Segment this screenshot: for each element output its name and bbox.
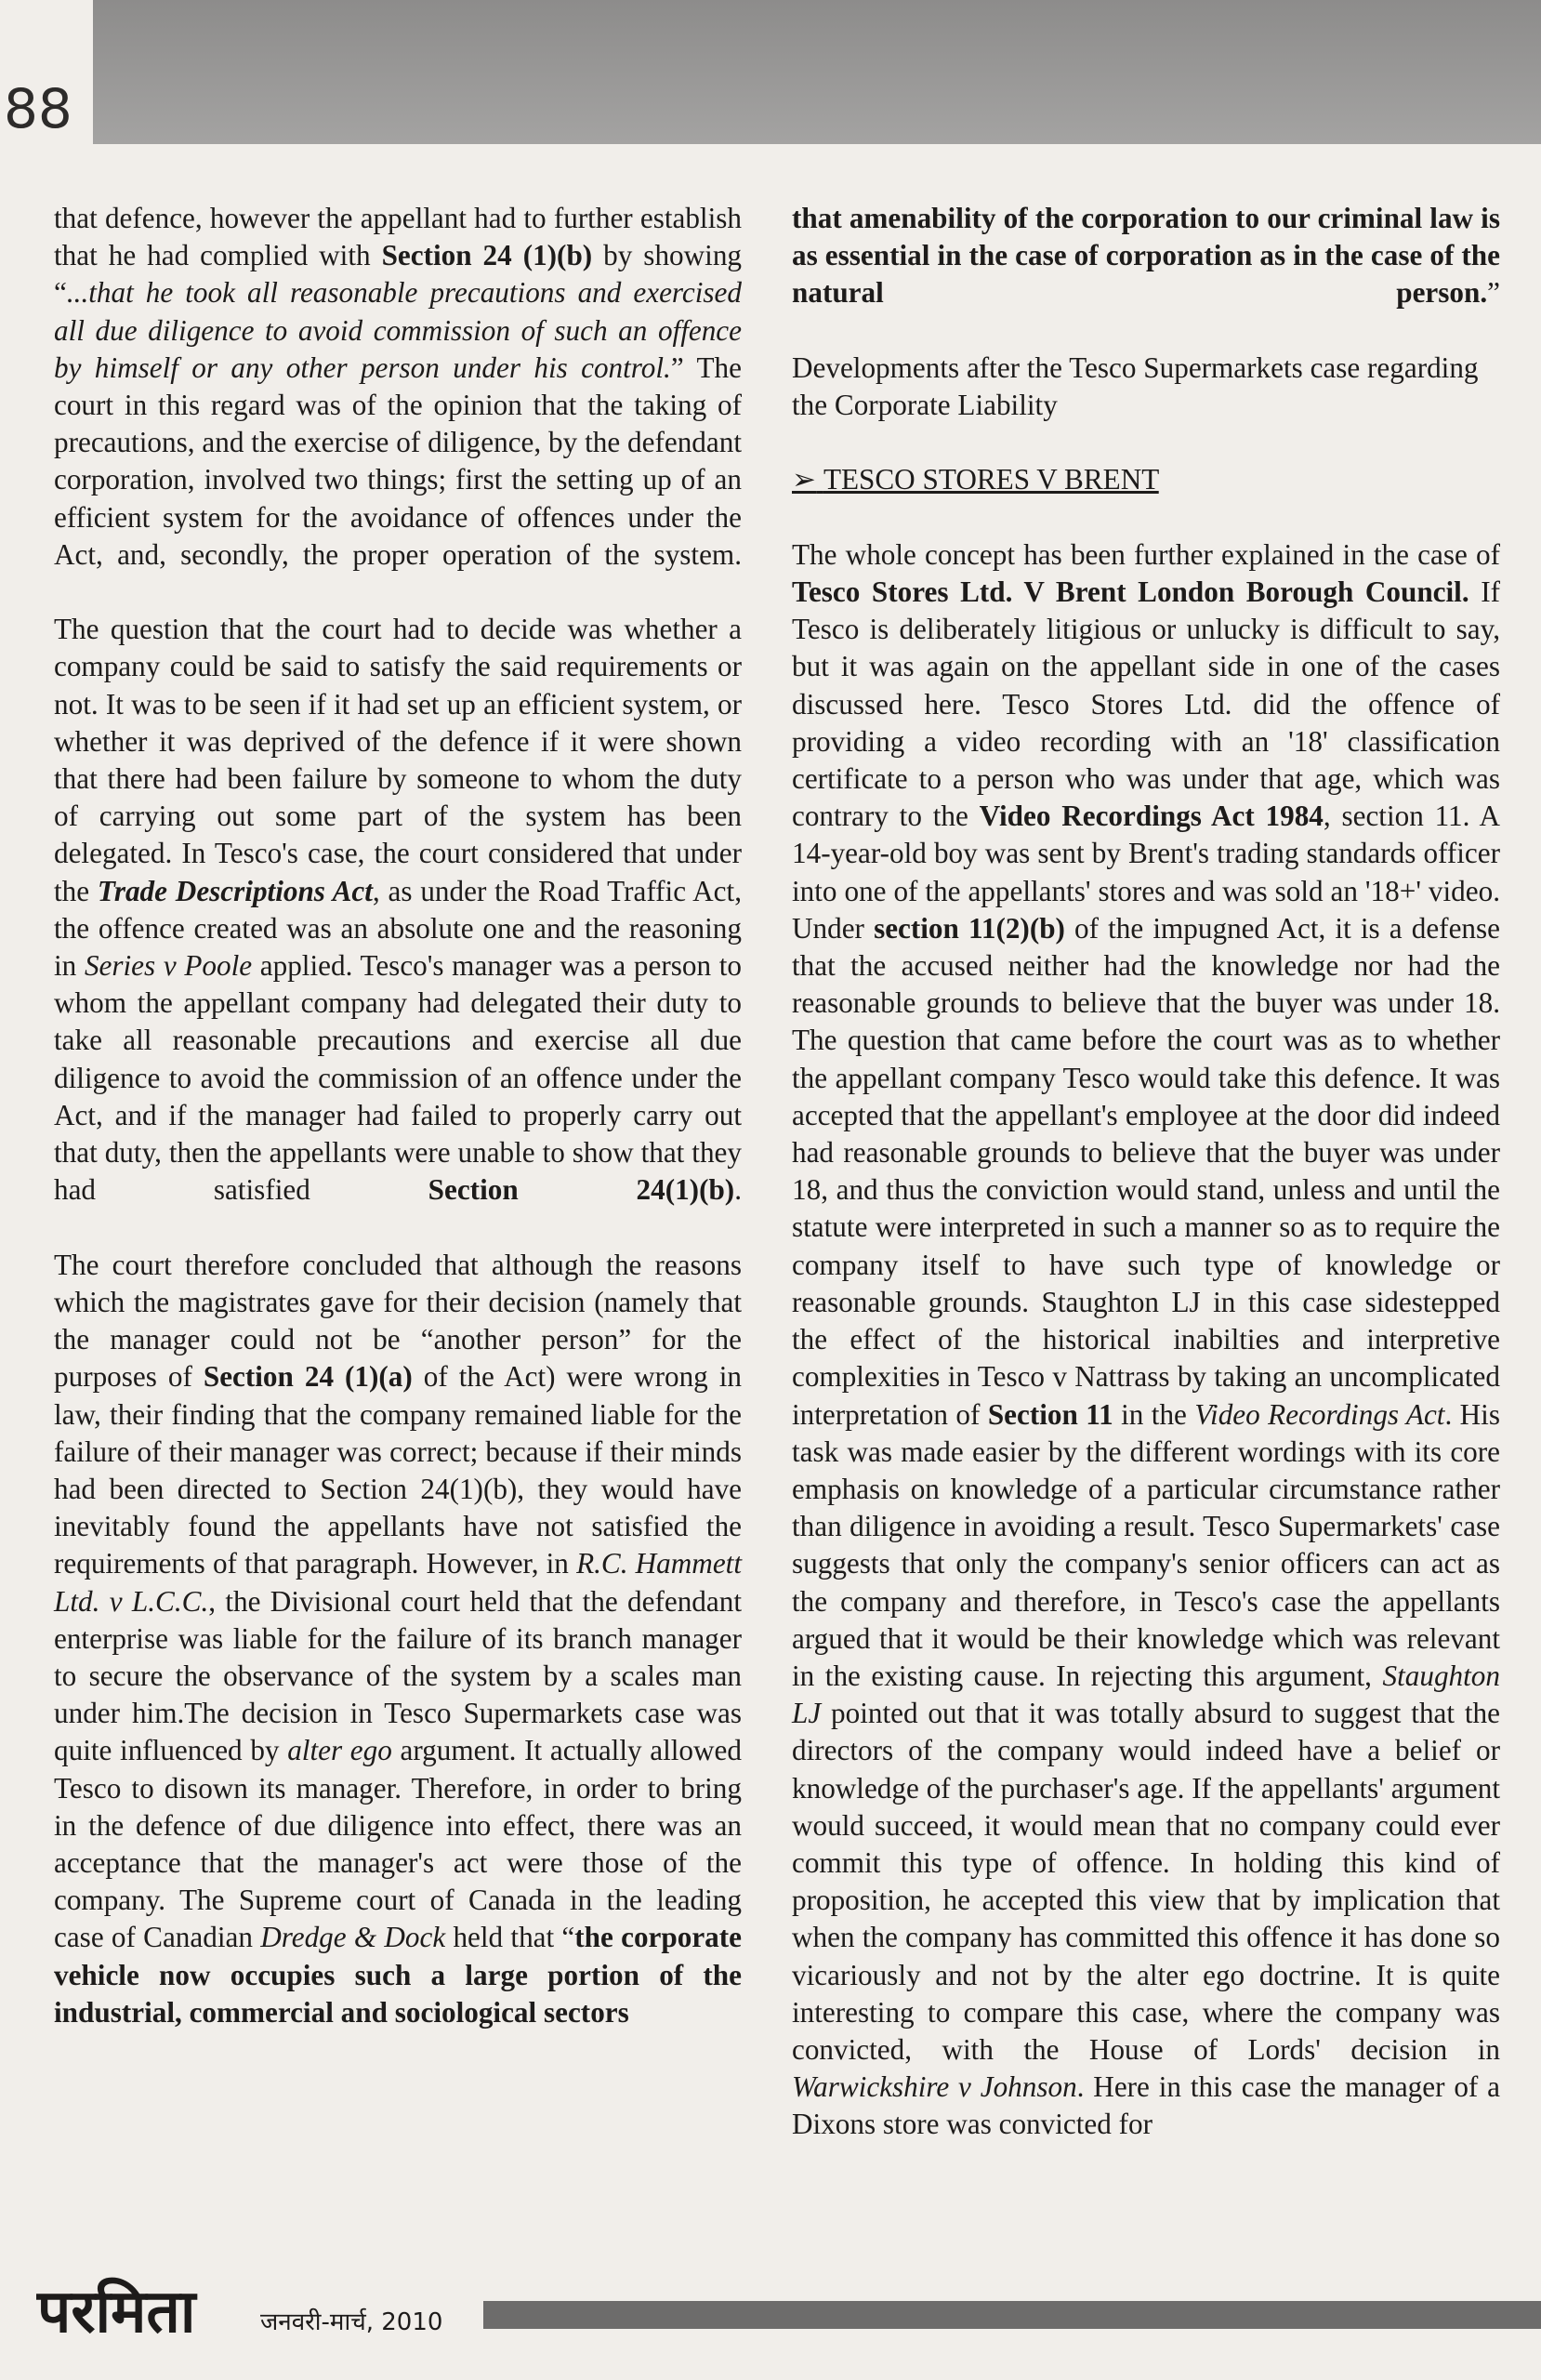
magazine-logo: परमिता xyxy=(37,2278,196,2347)
header-bar xyxy=(0,0,1541,144)
paragraph: that defence, however the appellant had to further establish that he had complied with Section 24 (1)(b) by showing “...that he took all reasonable precautions and exercised all due diligence to avoid commission of such an offence by himself or any other person under his control.” The court in this regard was of the opinion that the taking of precautions, and the exercise of diligence, by the defendant corporation, involved two things; first the setting up of an efficient system for the avoidance of offences under the Act, and, secondly, the proper operation of the system. xyxy=(54,202,743,571)
page-number: 88 xyxy=(4,77,72,140)
section-subheading: Developments after the Tesco Supermarkets case regarding the Corporate Liability xyxy=(792,350,1479,422)
arrow-bullet-icon: ➢ xyxy=(792,463,817,496)
case-heading: ➢ TESCO STORES V BRENT xyxy=(792,463,1159,496)
paragraph: The question that the court had to decide was whether a company could be said to satisfy the said requirements or not. It was to be seen if it had set up an efficient system, or whether it was deprived of the defence if it were shown that there had been failure by someone to whom the duty of carrying out some part of the system has been delegated. In Tesco's case, the court considered that under the Trade Descriptions Act, as under the Road Traffic Act, the offence created was an absolute one and the reasoning in Series v Poole applied. Tesco's manager was a person to whom the appellant company had delegated their duty to take all reasonable precautions and exercise all due diligence to avoid the commission of an offence under the Act, and if the manager had failed to properly carry out that duty, then the appellants were unable to show that they had satisfied Section 24(1)(b). xyxy=(54,613,742,1207)
issue-date: जनवरी-मार्च, 2010 xyxy=(260,2308,443,2336)
paragraph: The court therefore concluded that although the reasons which the magistrates gave for their decision (namely that the manager could not be “another person” for the purposes of Section 24 (1)(a) of the Act) were wrong in law, their finding that the company remained liable for the failure of their manager was correct; because if their minds had been directed to Section 24(1)(b), they would have inevitably found the appellants have not satisfied the requirements of that paragraph. However, in R.C. Hammett Ltd. v L.C.C., the Divisional court held that the defendant enterprise was liable for the failure of its branch manager to secure the observance of the system by a scales man under him.The decision in Tesco Supermarkets case was quite influenced by alter ego argument. It actually allowed Tesco to disown its manager. Therefore, in order to bring in the defence of due diligence into effect, there was an acceptance that the manager's act were those of the company. The Supreme court of Canada in the leading case of Canadian Dredge & Dock held that “the corporate vehicle now occupies such a large portion of the industrial, commercial and sociological sectors xyxy=(54,1248,743,2029)
left-column xyxy=(54,200,742,2031)
paragraph: The whole concept has been further explained in the case of Tesco Stores Ltd. V Brent London Borough Council. If Tesco is deliberately litigious or unlucky is difficult to say, but it was again on the appellant side in one of the cases discussed here. Tesco Stores Ltd. did the offence of providing a video recording with an '18' classification certificate to a person who was under that age, which was contrary to the Video Recordings Act 1984, section 11. A 14-year-old boy was sent by Brent's trading standards officer into one of the appellants' stores and was sold an '18+' video. Under section 11(2)(b) of the impugned Act, it is a defense that the accused neither had the knowledge nor had the reasonable grounds to believe that the buyer was under 18. The question that came before the court was as to whether the appellant company Tesco would take this defence. It was accepted that the appellant's employee at the door did indeed had reasonable grounds to believe that the buyer was under 18, and thus the conviction would stand, unless and until the statute were interpreted in such a manner so as to require the company itself to have such type of knowledge or reasonable grounds. Staughton LJ in this case sidestepped the effect of the historical inabilties and interpretive complexities in Tesco v Nattrass by taking an uncomplicated interpretation of Section 11 in the Video Recordings Act. His task was made easier by the different wordings with its core emphasis on knowledge of a particular circumstance rather than diligence in avoiding a result. Tesco Supermarkets' case suggests that only the company's senior officers can act as the company and therefore, in Tesco's case the appellants argued that it would be their knowledge which was relevant in the existing cause. In rejecting this argument, Staughton LJ pointed out that it was totally absurd to suggest that the directors of the company would indeed have a belief or knowledge of the purchaser's age. If the appellants' argument would succeed, it would mean that no company could ever commit this type of offence. In holding this kind of proposition, he accepted this view that by implication that when the company has committed this offence it has done so vicariously and not by the alter ego doctrine. It is quite interesting to compare this case, where the company was convicted, with the House of Lords' decision in Warwickshire v Johnson. Here in this case the manager of a Dixons store was convicted for xyxy=(792,537,1501,2141)
right-column xyxy=(792,200,1500,2144)
paragraph: that amenability of the corporation to our criminal law is as essential in the case of corporation as in the case of the natural person.” xyxy=(792,202,1500,310)
